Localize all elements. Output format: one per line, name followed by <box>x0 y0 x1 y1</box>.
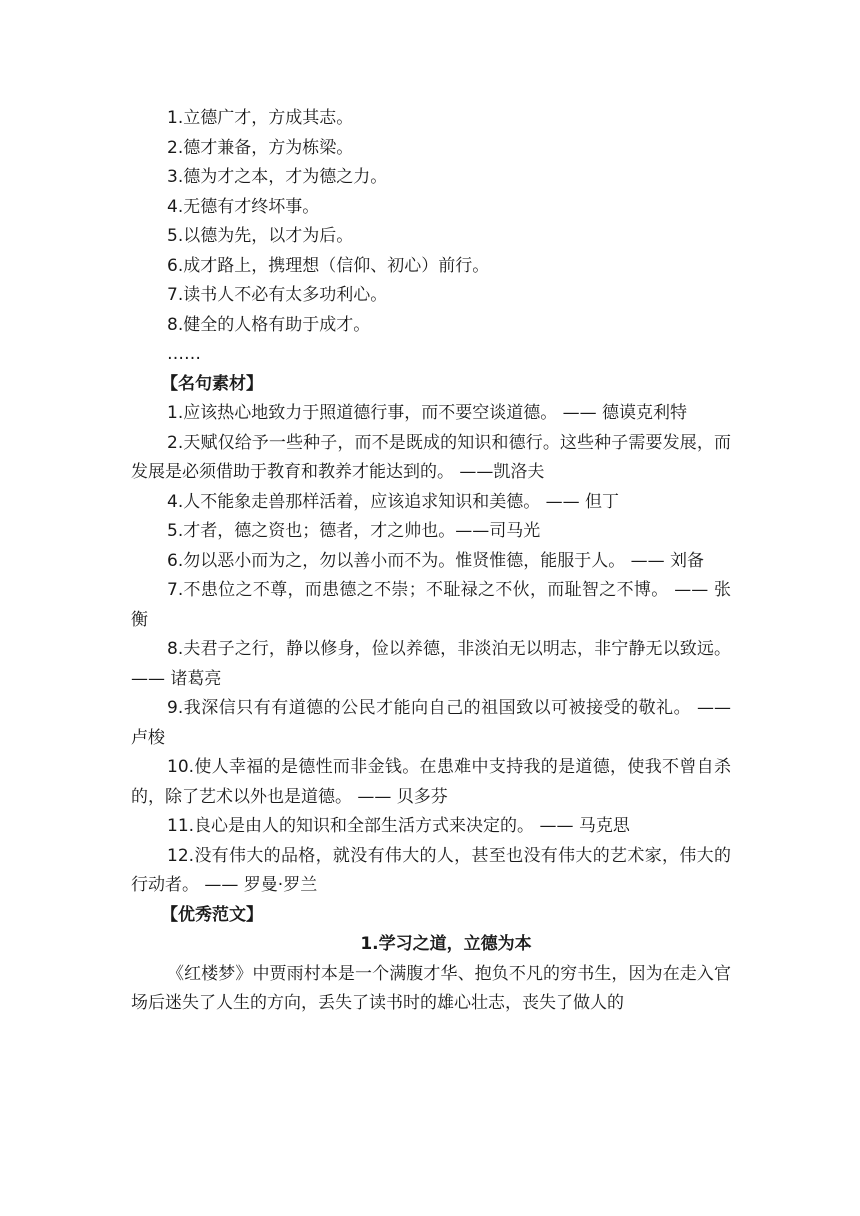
document-content <box>131 104 731 1019</box>
quote-item: 10.使人幸福的是德性而非金钱。在患难中支持我的是道德，使我不曾自杀的，除了艺术以外也是道德。 —— 贝多芬 <box>131 757 731 807</box>
quotes-list <box>131 399 731 901</box>
quotes-heading: 【名句素材】 <box>161 373 263 394</box>
quote-item: 7.不患位之不尊，而患德之不崇；不耻禄之不伙，而耻智之不博。 —— 张衡 <box>131 580 731 630</box>
point-item: 4.无德有才终坏事。 <box>167 196 320 217</box>
point-item: 2.德才兼备，方为栋梁。 <box>167 137 354 158</box>
point-item: 7.读书人不必有太多功利心。 <box>167 285 388 305</box>
quote-item: 2.天赋仅给予一些种子，而不是既成的知识和德行。这些种子需要发展，而发展是必须借助于教育和教养才能达到的。 ——凯洛夫 <box>131 432 731 482</box>
points-ellipsis: …… <box>167 344 201 364</box>
point-item: 8.健全的人格有助于成才。 <box>167 314 371 335</box>
point-item: 6.成才路上，携理想（信仰、初心）前行。 <box>167 255 490 276</box>
quote-item: 4.人不能象走兽那样活着，应该追求知识和美德。 —— 但丁 <box>167 491 620 512</box>
essays-heading: 【优秀范文】 <box>161 904 263 925</box>
quote-item: 12.没有伟大的品格，就没有伟大的人，甚至也没有伟大的艺术家，伟大的行动者。 —— 罗曼·罗兰 <box>131 845 731 895</box>
essay-title: 1.学习之道，立德为本 <box>360 934 532 954</box>
points-list <box>131 104 731 370</box>
point-item: 3.德为才之本，才为德之力。 <box>167 167 388 187</box>
quote-item: 5.才者，德之资也；德者，才之帅也。——司马光 <box>167 521 541 541</box>
quote-item: 11.良心是由人的知识和全部生活方式来决定的。 —— 马克思 <box>167 816 630 836</box>
quote-item: 6.勿以恶小而为之，勿以善小而不为。惟贤惟德，能服于人。 —— 刘备 <box>167 550 705 571</box>
quote-item: 1.应该热心地致力于照道德行事，而不要空谈道德。 —— 德谟克利特 <box>167 403 688 423</box>
point-item: 1.立德广才，方成其志。 <box>167 108 354 128</box>
essay-body: 《红楼梦》中贾雨村本是一个满腹才华、抱负不凡的穷书生，因为在走入官场后迷失了人生的方向，丢失了读书时的雄心壮志，丧失了做人的 <box>131 963 731 1013</box>
point-item: 5.以德为先，以才为后。 <box>167 226 354 246</box>
quote-item: 9.我深信只有有道德的公民才能向自己的祖国致以可被接受的敬礼。 —— 卢梭 <box>131 698 731 748</box>
quote-item: 8.夫君子之行，静以修身，俭以养德，非淡泊无以明志，非宁静无以致远。 —— 诸葛亮 <box>131 639 731 689</box>
